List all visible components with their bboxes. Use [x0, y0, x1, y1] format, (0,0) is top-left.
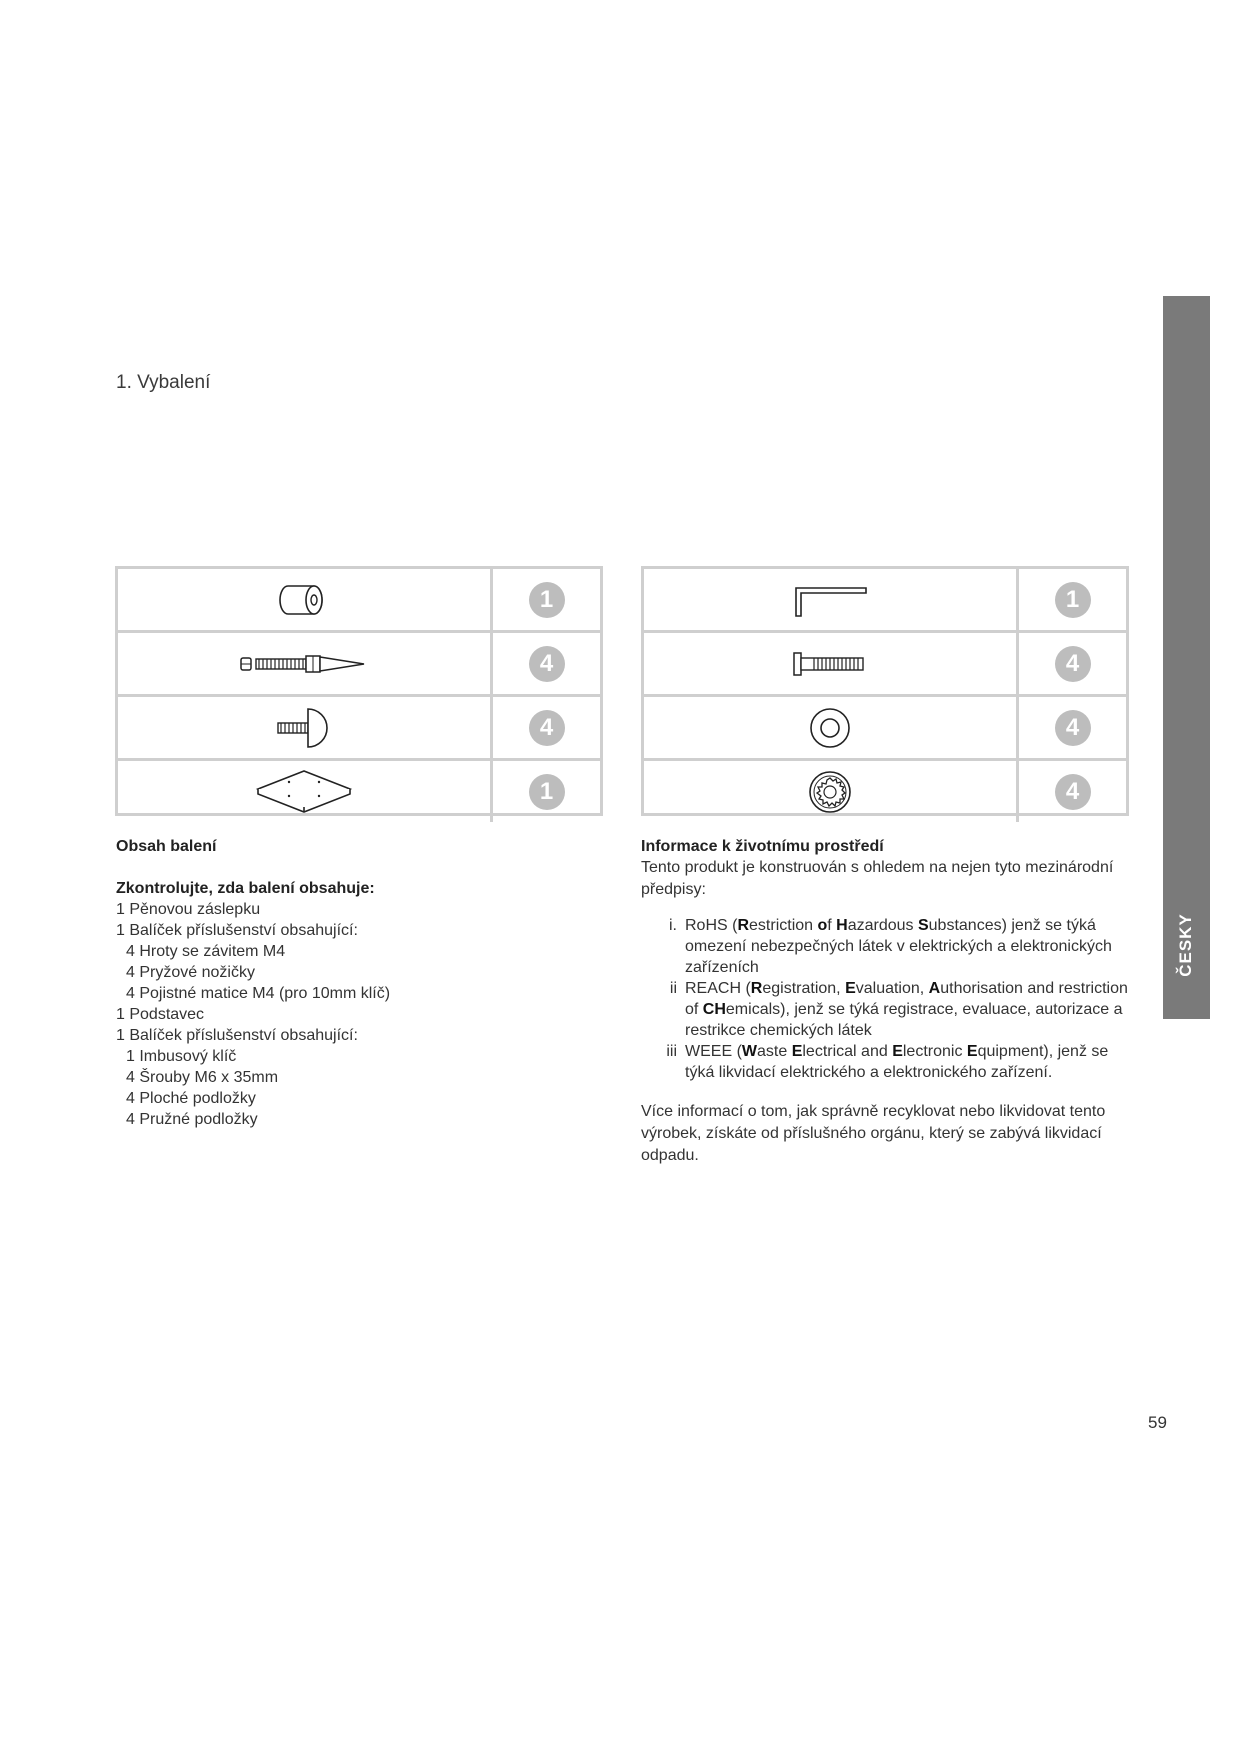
parts-image-cell	[644, 633, 1019, 694]
rubber-foot-icon	[274, 706, 334, 750]
regulation-text-segment: uthorisation and restriction of	[685, 980, 1128, 1018]
regulation-text-segment: estriction	[749, 917, 818, 934]
parts-image-cell	[118, 569, 493, 630]
parts-qty-cell	[1019, 633, 1126, 694]
parts-table-left	[115, 566, 603, 816]
qty-badge: 1	[529, 582, 565, 618]
spring-washer-icon	[807, 769, 853, 815]
regulation-text-segment: aste	[757, 1043, 792, 1060]
regulation-acronym-letter: A	[928, 980, 941, 997]
contents-item: 4 Pryžové nožičky	[126, 964, 255, 981]
regulation-text-segment: quipment), jenž se týká likvidací elektrického a elektronického zařízení.	[685, 1043, 1109, 1081]
package-contents	[116, 836, 586, 1130]
parts-qty-cell	[493, 761, 600, 822]
parts-qty-cell	[493, 633, 600, 694]
parts-image-cell	[644, 569, 1019, 630]
bolt-icon	[790, 649, 870, 679]
regulation-text	[685, 1041, 1131, 1083]
regulation-acronym-letter: H	[836, 917, 848, 934]
parts-row	[644, 697, 1126, 761]
regulation-item	[641, 978, 1141, 1041]
parts-qty-cell	[1019, 761, 1126, 822]
language-side-tab	[1163, 296, 1210, 1019]
allen-key-icon	[790, 582, 870, 618]
regulation-text-segment: lectrical and	[802, 1043, 893, 1060]
parts-table-right	[641, 566, 1129, 816]
regulation-text-segment: f	[827, 917, 837, 934]
regulation-text-segment: egistration,	[762, 980, 846, 997]
regulation-text	[685, 978, 1131, 1041]
regulation-text-segment: WEEE (	[685, 1043, 742, 1060]
parts-row	[118, 697, 600, 761]
more-info-paragraph: Více informací o tom, jak správně recyklovat nebo likvidovat tento výrobek, získáte od příslušného orgánu, který se zabývá likvidací odpadu.	[641, 1103, 1106, 1164]
regulation-text-segment: lectronic	[902, 1043, 967, 1060]
contents-item: 4 Pružné podložky	[126, 1111, 258, 1128]
regulation-text-segment: emicals), jenž se týká registrace, evaluace, autorizace a restrikce chemických látek	[685, 1001, 1123, 1039]
contents-item: 1 Pěnovou záslepku	[116, 901, 261, 918]
parts-qty-cell	[493, 697, 600, 758]
environment-info	[641, 836, 1141, 1167]
parts-row	[644, 761, 1126, 822]
parts-image-cell	[644, 761, 1019, 822]
parts-qty-cell	[1019, 697, 1126, 758]
parts-image-cell	[644, 697, 1019, 758]
check-heading: Zkontrolujte, zda balení obsahuje:	[116, 880, 375, 897]
flat-washer-icon	[808, 706, 852, 750]
parts-image-cell	[118, 761, 493, 822]
foam-plug-icon	[274, 580, 334, 620]
qty-badge: 1	[1055, 582, 1091, 618]
parts-row	[118, 761, 600, 822]
regulation-number: i.	[669, 917, 677, 934]
regulation-acronym-letter: W	[741, 1043, 757, 1060]
qty-badge: 4	[1055, 646, 1091, 682]
regulation-acronym-letter: CH	[702, 1001, 726, 1018]
qty-badge: 4	[1055, 710, 1091, 746]
language-label: ČESKY	[1176, 913, 1195, 977]
parts-row	[118, 633, 600, 697]
regulations-list	[641, 915, 1141, 1083]
parts-row	[118, 569, 600, 633]
page-number: 59	[1148, 1413, 1167, 1432]
contents-item: 1 Imbusový klíč	[126, 1048, 237, 1065]
qty-badge: 1	[529, 774, 565, 810]
regulation-acronym-letter: R	[737, 917, 750, 934]
qty-badge: 4	[529, 710, 565, 746]
parts-row	[644, 569, 1126, 633]
environment-intro: Tento produkt je konstruován s ohledem na nejen tyto mezinárodní předpisy:	[641, 859, 1114, 898]
parts-image-cell	[118, 697, 493, 758]
regulation-number: iii	[666, 1043, 677, 1060]
regulation-text-segment: ubstances) jenž se týká omezení nebezpečných látek v elektrických a elektronických zařízeních	[685, 917, 1112, 976]
parts-image-cell	[118, 633, 493, 694]
regulation-acronym-letter: o	[817, 917, 828, 934]
regulation-item	[641, 1041, 1141, 1083]
parts-qty-cell	[1019, 569, 1126, 630]
package-contents-heading: Obsah balení	[116, 838, 217, 855]
threaded-spike-icon	[239, 651, 369, 677]
regulation-text-segment: valuation,	[855, 980, 929, 997]
contents-item: 1 Balíček příslušenství obsahující:	[116, 922, 358, 939]
contents-item: 4 Hroty se závitem M4	[126, 943, 286, 960]
regulation-acronym-letter: E	[791, 1043, 803, 1060]
contents-item: 1 Podstavec	[116, 1006, 205, 1023]
parts-row	[644, 633, 1126, 697]
regulation-acronym-letter: S	[917, 917, 929, 934]
contents-item: 1 Balíček příslušenství obsahující:	[116, 1027, 358, 1044]
contents-list	[116, 899, 586, 1130]
contents-item: 4 Pojistné matice M4 (pro 10mm klíč)	[126, 985, 391, 1002]
base-plate-icon	[254, 767, 354, 817]
regulation-acronym-letter: E	[845, 980, 856, 997]
regulation-text-segment: azardous	[847, 917, 918, 934]
qty-badge: 4	[1055, 774, 1091, 810]
regulation-text-segment: REACH (	[685, 980, 751, 997]
contents-item: 4 Šrouby M6 x 35mm	[126, 1069, 279, 1086]
regulation-acronym-letter: E	[966, 1043, 978, 1060]
regulation-item	[641, 915, 1141, 978]
regulation-text-segment: RoHS (	[685, 917, 738, 934]
environment-heading: Informace k životnímu prostředí	[641, 838, 884, 855]
regulation-number: ii	[669, 980, 677, 997]
qty-badge: 4	[529, 646, 565, 682]
section-title: 1. Vybalení	[116, 372, 211, 393]
regulation-acronym-letter: E	[892, 1043, 903, 1060]
parts-qty-cell	[493, 569, 600, 630]
regulation-acronym-letter: R	[750, 980, 763, 997]
regulation-text	[685, 915, 1131, 978]
contents-item: 4 Ploché podložky	[126, 1090, 256, 1107]
